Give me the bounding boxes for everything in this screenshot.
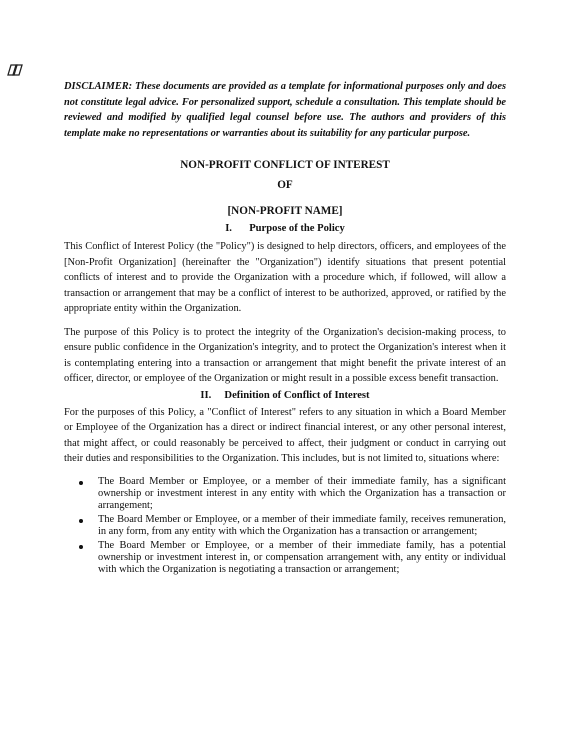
document-title: NON-PROFIT CONFLICT OF INTEREST (180, 159, 390, 171)
paragraph: The purpose of this Policy is to protect the integrity of the Organization's decision-making process, to ensure public confidence in the Organization's integrity, and to protect the Organization's interest when it is contemplating entering into a transaction or arrangement that might benefit the private interest of an officer, director, or employee of the Organization or might result in a possible excess benefit transaction. (64, 326, 506, 384)
section-title: Purpose of the Policy (249, 223, 345, 234)
section-purpose (64, 222, 506, 387)
section-heading (64, 389, 506, 403)
section-title: Definition of Conflict of Interest (224, 389, 370, 401)
paragraph: This Conflict of Interest Policy (the "Policy") is designed to help directors, officers, and employees of the [Non-Profit Organization] (hereinafter the "Organization") identify situations that present potential conflicts of interest and to provide the Organization with a procedure which, if followed, will allow a transaction or arrangement that may be a conflict of interest to be authorized, approved, or ratified by the appropriate entity within the Organization. (64, 241, 506, 314)
non-profit-name-placeholder: [NON-PROFIT NAME] (227, 205, 343, 217)
bullet-dot-icon (79, 519, 83, 523)
bullet-item (64, 514, 506, 539)
section-heading (64, 222, 506, 236)
bullet-list (64, 476, 506, 577)
bullet-dot-icon (79, 481, 83, 485)
document-logo-icon (7, 62, 25, 78)
section-number: II. (200, 389, 212, 401)
bullet-text: The Board Member or Employee, or a member of their immediate family, receives remuneration, in any form, from any entity with which the Organization has a transaction or arrangement; (98, 513, 506, 538)
bullet-dot-icon (79, 545, 83, 549)
bullet-text: The Board Member or Employee, or a member of their immediate family, has a potential ownership or investment interest in, or compensation arrangement with, any entity or individual with which the Organization is negotiating a transaction or arrangement; (98, 539, 506, 576)
section-definition (64, 389, 506, 577)
disclaimer-text: DISCLAIMER: These documents are provided as a template for informational purposes only and does not constitute legal advice. For personalized support, schedule a consultation. This template should be reviewed and modified by qualified legal counsel before use. The authors and providers of this template make no representations or warranties about its suitability for any particular purpose. (64, 81, 506, 139)
document-body (64, 79, 506, 578)
paragraph: For the purposes of this Policy, a "Conflict of Interest" refers to any situation in which a Board Member or Employee of the Organization has a direct or indirect financial interest, or any other personal interest, that might affect, or could reasonably be perceived to affect, their judgment or conduct in carrying out their duties and responsibilities to the Organization. This includes, but is not limited to, situations where: (64, 406, 506, 464)
bullet-item (64, 476, 506, 513)
section-number: I. (225, 223, 232, 234)
bullet-item (64, 540, 506, 577)
document-title-of: OF (277, 179, 293, 191)
bullet-text: The Board Member or Employee, or a member of their immediate family, has a significant ownership or investment interest in any entity with which the Organization has a transaction or arrangement; (98, 475, 506, 512)
